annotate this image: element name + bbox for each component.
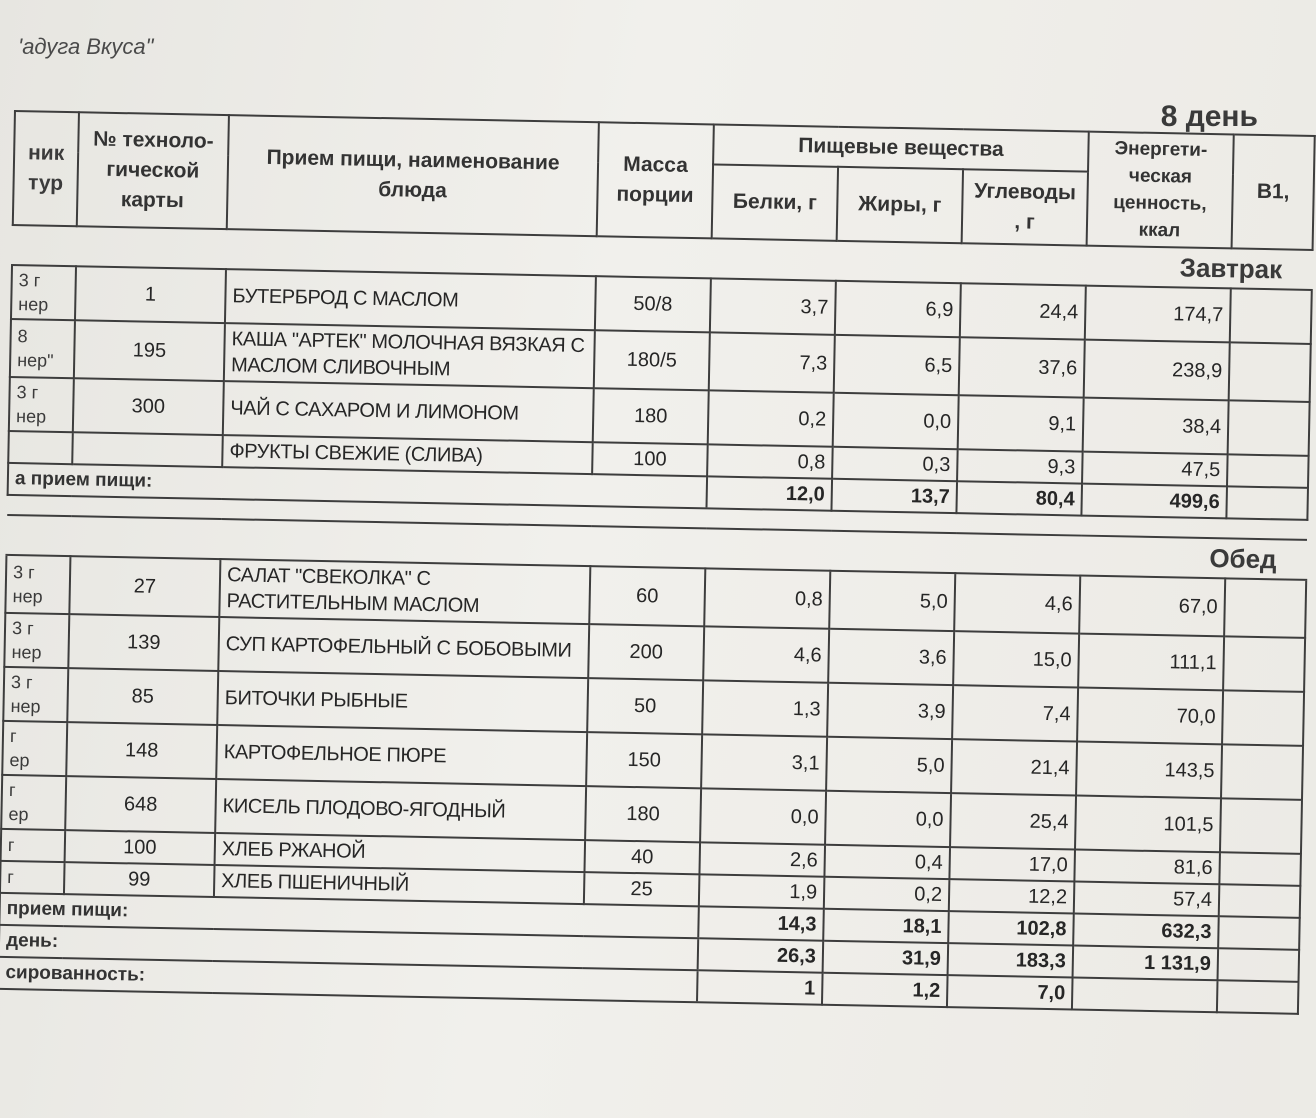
season-cell: 3 г нер [5, 555, 70, 614]
season-cell: г [1, 829, 66, 862]
carbs-cell: 7,4 [952, 685, 1078, 741]
fat-cell: 1,2 [822, 973, 948, 1007]
header-note: 'адуга Вкуса" [18, 34, 154, 59]
header-season: ник тур [13, 111, 79, 226]
protein-cell: 7,3 [709, 332, 835, 392]
lunch-section-title: Обед [6, 515, 1307, 580]
carbs-cell: 24,4 [960, 283, 1086, 339]
dish-name-cell: БИТОЧКИ РЫБНЫЕ [217, 671, 588, 732]
carbs-cell: 15,0 [953, 631, 1079, 687]
tech-card-cell: 99 [64, 862, 215, 897]
breakfast-section-title: Завтрак [12, 225, 1313, 290]
mass-cell: 100 [592, 442, 708, 476]
b1-cell [1220, 798, 1302, 854]
protein-cell: 1,3 [702, 680, 828, 736]
energy-cell: 499,6 [1081, 484, 1227, 519]
dish-name-cell: ХЛЕБ ПШЕНИЧНЫЙ [214, 865, 585, 904]
protein-cell: 1 [697, 970, 823, 1004]
energy-cell: 174,7 [1085, 286, 1231, 343]
tech-card-cell: 139 [68, 614, 219, 671]
protein-cell: 4,6 [703, 626, 829, 682]
b1-cell [1217, 980, 1299, 1014]
b1-cell [1222, 690, 1304, 746]
b1-cell [1229, 342, 1311, 402]
energy-cell: 81,6 [1074, 850, 1220, 885]
balance-row-label: сированность: [0, 957, 698, 1002]
b1-cell [1219, 884, 1301, 918]
carbs-cell: 4,6 [954, 573, 1080, 633]
b1-cell [1230, 288, 1312, 344]
tech-card-cell: 195 [74, 320, 225, 381]
header-carbs: Углеводы , г [962, 169, 1088, 245]
day-label: 8 день [1160, 100, 1258, 133]
season-cell: 3 г нер [9, 377, 74, 432]
dish-name-cell: ЧАЙ С САХАРОМ И ЛИМОНОМ [223, 381, 594, 442]
energy-cell: 1 131,9 [1073, 945, 1219, 980]
header-row [14, 111, 1315, 176]
menu-table-body [0, 225, 1313, 1014]
protein-cell: 2,6 [699, 842, 825, 876]
carbs-cell: 37,6 [959, 337, 1085, 397]
mass-cell: 180 [585, 786, 701, 842]
energy-cell: 57,4 [1074, 881, 1220, 916]
lunch-total-row-label: прием пищи: [0, 893, 699, 938]
fat-cell: 5,0 [826, 737, 952, 793]
carbs-cell: 9,3 [957, 449, 1083, 483]
season-cell [8, 431, 73, 464]
season-cell: 3 г нер [3, 667, 68, 722]
energy-cell: 101,5 [1075, 796, 1221, 853]
b1-cell [1219, 852, 1301, 886]
protein-cell: 14,3 [698, 906, 824, 940]
energy-cell: 238,9 [1084, 340, 1230, 401]
fat-cell: 0,4 [824, 845, 950, 879]
tech-card-cell: 100 [65, 830, 216, 865]
protein-cell: 12,0 [706, 476, 832, 510]
fat-cell: 0,3 [832, 447, 958, 481]
season-cell: г ер [1, 775, 66, 830]
mass-cell: 50 [587, 678, 703, 734]
energy-cell: 111,1 [1078, 634, 1224, 691]
mass-cell: 25 [584, 872, 700, 906]
fat-cell: 3,9 [827, 683, 953, 739]
fat-cell: 6,9 [835, 281, 961, 337]
fat-cell: 18,1 [823, 909, 949, 943]
fat-cell: 13,7 [831, 479, 957, 513]
fat-cell: 5,0 [829, 571, 955, 631]
b1-cell [1227, 454, 1309, 488]
carbs-cell: 102,8 [948, 911, 1074, 945]
protein-cell: 0,8 [707, 444, 833, 478]
breakfast-total-row-label: а прием пищи: [8, 463, 707, 508]
header-mass: Масса порции [597, 122, 714, 238]
mass-cell: 40 [584, 840, 700, 874]
carbs-cell: 9,1 [958, 395, 1084, 451]
b1-cell [1226, 486, 1308, 520]
fat-cell: 31,9 [823, 941, 949, 975]
mass-cell: 200 [588, 624, 704, 680]
fat-cell: 3,6 [828, 629, 954, 685]
energy-cell: 47,5 [1082, 452, 1228, 487]
season-cell: 8 нер" [10, 319, 75, 378]
tech-card-cell: 1 [75, 266, 226, 323]
season-cell: 3 г нер [4, 613, 69, 668]
dish-name-cell: КАРТОФЕЛЬНОЕ ПЮРЕ [216, 725, 587, 786]
protein-cell: 26,3 [698, 938, 824, 972]
tech-card-cell: 148 [66, 722, 217, 779]
menu-sheet [0, 110, 1314, 1015]
tech-card-cell: 648 [65, 776, 216, 833]
fat-cell: 0,0 [833, 393, 959, 449]
energy-cell: 67,0 [1079, 576, 1225, 637]
dish-name-cell: БУТЕРБРОД С МАСЛОМ [225, 269, 596, 330]
dish-name-cell: СУП КАРТОФЕЛЬНЫЙ С БОБОВЫМИ [218, 617, 589, 678]
carbs-cell: 25,4 [950, 793, 1076, 849]
carbs-cell: 183,3 [948, 943, 1074, 977]
mass-cell: 50/8 [595, 276, 711, 332]
header-tech-card: № техноло-гической карты [77, 112, 229, 229]
b1-cell [1224, 578, 1306, 638]
fat-cell: 6,5 [834, 335, 960, 395]
carbs-cell: 7,0 [947, 975, 1073, 1009]
header-energy: Энергети-ческая ценность, ккал [1087, 132, 1234, 249]
header-b1: В1, [1232, 134, 1315, 250]
protein-cell: 0,0 [700, 788, 826, 844]
season-cell: 3 г нер [11, 265, 76, 320]
tech-card-cell: 300 [73, 378, 224, 435]
b1-cell [1218, 948, 1300, 982]
b1-cell [1223, 636, 1305, 692]
energy-cell: 38,4 [1083, 398, 1229, 455]
b1-cell [1221, 744, 1303, 800]
mass-cell: 180 [593, 388, 709, 444]
protein-cell: 3,7 [710, 278, 836, 334]
dish-name-cell: КАША "АРТЕК" МОЛОЧНАЯ ВЯЗКАЯ С МАСЛОМ СЛИВОЧНЫМ [224, 323, 595, 388]
tech-card-cell: 85 [67, 668, 218, 725]
protein-cell: 0,8 [704, 568, 830, 628]
energy-cell: 70,0 [1077, 688, 1223, 745]
carbs-cell: 80,4 [956, 481, 1082, 515]
b1-cell [1228, 400, 1310, 456]
header-dish: Прием пищи, наименование блюда [227, 115, 599, 236]
tech-card-cell: 27 [69, 556, 220, 617]
energy-cell: 143,5 [1076, 742, 1222, 799]
fat-cell: 0,0 [825, 791, 951, 847]
dish-name-cell: КИСЕЛЬ ПЛОДОВО-ЯГОДНЫЙ [215, 779, 586, 840]
header-protein: Белки, г [712, 165, 838, 241]
protein-cell: 3,1 [701, 734, 827, 790]
mass-cell: 180/5 [594, 330, 710, 390]
day-total-row-label: день: [0, 925, 698, 970]
carbs-cell: 12,2 [949, 879, 1075, 913]
energy-cell [1072, 977, 1218, 1012]
carbs-cell: 17,0 [949, 847, 1075, 881]
season-cell: г [0, 861, 65, 894]
fat-cell: 0,2 [824, 877, 950, 911]
header-fat: Жиры, г [837, 167, 963, 243]
season-cell: г ер [2, 721, 67, 776]
tech-card-cell [72, 432, 223, 467]
protein-cell: 0,2 [708, 390, 834, 446]
dish-name-cell: ФРУКТЫ СВЕЖИЕ (СЛИВА) [222, 435, 593, 474]
protein-cell: 1,9 [699, 874, 825, 908]
mass-cell: 60 [589, 566, 705, 626]
dish-name-cell: САЛАТ "СВЕКОЛКА" С РАСТИТЕЛЬНЫМ МАСЛОМ [219, 559, 590, 624]
menu-table [0, 110, 1316, 1015]
carbs-cell: 21,4 [951, 739, 1077, 795]
b1-cell [1218, 916, 1300, 950]
header-nutrients: Пищевые вещества [713, 124, 1089, 171]
mass-cell: 150 [586, 732, 702, 788]
energy-cell: 632,3 [1073, 913, 1219, 948]
dish-name-cell: ХЛЕБ РЖАНОЙ [215, 833, 586, 872]
